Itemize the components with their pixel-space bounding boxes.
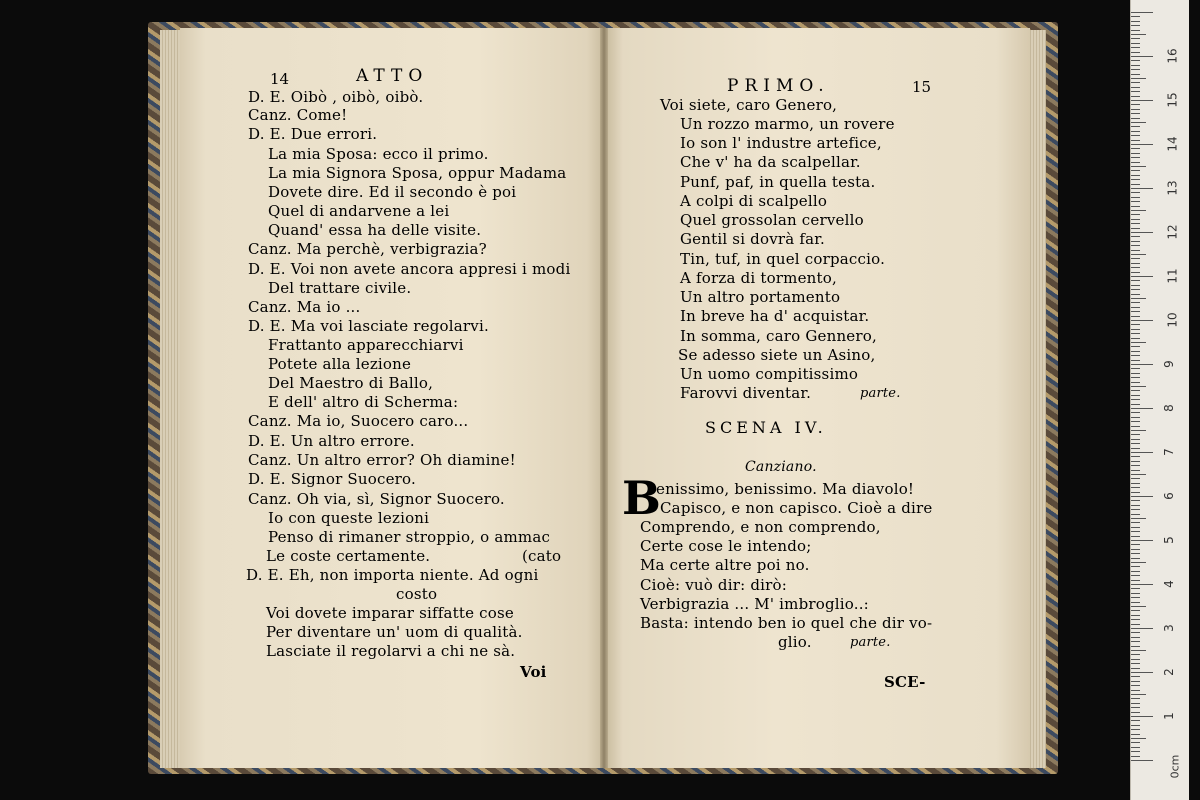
ruler-tick — [1131, 245, 1140, 246]
ruler-tick — [1131, 324, 1140, 325]
ruler-tick — [1131, 668, 1140, 669]
ruler-tick — [1131, 109, 1140, 110]
scene-text-line: Ma certe altre poi no. — [640, 556, 810, 574]
ruler-tick — [1131, 734, 1140, 735]
ruler-tick — [1131, 439, 1140, 440]
ruler-tick — [1131, 672, 1153, 673]
page-edge-left — [160, 30, 182, 768]
ruler-tick — [1131, 289, 1140, 290]
left-text-line: Io con queste lezioni — [268, 509, 430, 527]
ruler-tick — [1131, 170, 1140, 171]
ruler-tick — [1131, 364, 1153, 365]
ruler-tick — [1131, 346, 1140, 347]
scene-text-line: enissimo, benissimo. Ma diavolo! — [656, 480, 915, 498]
ruler-tick — [1131, 461, 1140, 462]
ruler-tick — [1131, 228, 1140, 229]
left-text-line: (cato — [522, 547, 562, 565]
ruler-tick — [1131, 562, 1146, 563]
left-text-line: E dell' altro di Scherma: — [268, 393, 459, 411]
ruler-number: 12 — [1165, 224, 1180, 240]
ruler-tick — [1131, 716, 1153, 717]
ruler-number: 16 — [1165, 48, 1180, 64]
ruler-tick — [1131, 162, 1140, 163]
left-page-number: 14 — [270, 70, 290, 88]
ruler-tick — [1131, 197, 1140, 198]
ruler-number: 2 — [1161, 668, 1176, 676]
ruler-tick — [1131, 355, 1140, 356]
ruler-tick — [1131, 496, 1153, 497]
ruler-tick — [1131, 676, 1140, 677]
ruler-tick — [1131, 505, 1140, 506]
scene-text-line: Basta: intendo ben io quel che dir vo- — [640, 614, 933, 632]
ruler-tick — [1131, 179, 1140, 180]
ruler-tick — [1131, 34, 1146, 35]
ruler-tick — [1131, 82, 1140, 83]
ruler-tick — [1131, 236, 1140, 237]
ruler-tick — [1131, 390, 1140, 391]
scene-text-line: Verbigrazia ... M' imbroglio..: — [640, 595, 869, 613]
ruler-tick — [1131, 69, 1140, 70]
right-text-line: parte. — [860, 386, 901, 401]
left-text-line: Frattanto apparecchiarvi — [268, 336, 464, 354]
ruler-tick — [1131, 166, 1146, 167]
left-text-line: La mia Sposa: ecco il primo. — [268, 145, 489, 163]
left-text-line: Lasciate il regolarvi a chi ne sà. — [266, 642, 516, 660]
ruler-tick — [1131, 232, 1153, 233]
ruler-tick — [1131, 78, 1146, 79]
ruler-number: 13 — [1165, 180, 1180, 196]
ruler-tick — [1131, 760, 1153, 761]
ruler-tick — [1131, 140, 1140, 141]
ruler-number: 11 — [1165, 268, 1180, 284]
ruler-tick — [1131, 540, 1153, 541]
ruler-tick — [1131, 131, 1140, 132]
ruler-tick — [1131, 404, 1140, 405]
ruler-tick — [1131, 192, 1140, 193]
ruler-tick — [1131, 329, 1140, 330]
right-text-line: Se adesso siete un Asino, — [678, 346, 876, 364]
scene-text-line: Certe cose le intendo; — [640, 537, 812, 555]
ruler-tick — [1131, 417, 1140, 418]
ruler-tick — [1131, 157, 1140, 158]
left-text-line: D. E. Due errori. — [248, 125, 378, 143]
ruler-number: 6 — [1161, 492, 1176, 500]
ruler-tick — [1131, 558, 1140, 559]
ruler-tick — [1131, 21, 1140, 22]
ruler-tick — [1131, 386, 1146, 387]
ruler-tick — [1131, 311, 1140, 312]
ruler-tick — [1131, 276, 1153, 277]
ruler-tick — [1131, 65, 1140, 66]
ruler-tick — [1131, 698, 1140, 699]
ruler-tick — [1131, 96, 1140, 97]
ruler-number: 5 — [1161, 536, 1176, 544]
ruler-tick — [1131, 302, 1140, 303]
ruler-tick — [1131, 610, 1140, 611]
right-text-line: Che v' ha da scalpellar. — [680, 153, 861, 171]
right-text-line: A forza di tormento, — [680, 269, 837, 287]
ruler-tick — [1131, 60, 1140, 61]
ruler-tick — [1131, 694, 1146, 695]
book-gutter — [600, 28, 608, 768]
ruler-tick — [1131, 360, 1140, 361]
ruler-number: 3 — [1161, 624, 1176, 632]
ruler-tick — [1131, 690, 1140, 691]
left-text-line: Voi dovete imparar siffatte cose — [266, 604, 514, 622]
ruler-tick — [1131, 382, 1140, 383]
ruler-tick — [1131, 632, 1140, 633]
right-text-line: Quel grossolan cervello — [680, 211, 864, 229]
ruler-tick — [1131, 597, 1140, 598]
right-text-line: Un altro portamento — [680, 288, 841, 306]
ruler-tick — [1131, 294, 1140, 295]
ruler-number: 10 — [1165, 312, 1180, 328]
ruler-tick — [1131, 395, 1140, 396]
ruler-tick — [1131, 426, 1140, 427]
ruler-tick — [1131, 483, 1140, 484]
left-text-line: Canz. Come! — [248, 106, 348, 124]
ruler-tick — [1131, 474, 1146, 475]
scene-text-line: SCE- — [884, 673, 926, 691]
ruler-tick — [1131, 738, 1146, 739]
scene-text-line: Comprendo, e non comprendo, — [640, 518, 881, 536]
ruler-tick — [1131, 16, 1140, 17]
ruler-tick — [1131, 602, 1140, 603]
right-text-line: In somma, caro Gennero, — [680, 327, 877, 345]
ruler-tick — [1131, 566, 1140, 567]
left-text-line: Del trattare civile. — [268, 279, 412, 297]
ruler-tick — [1131, 659, 1140, 660]
ruler-tick — [1131, 465, 1140, 466]
ruler-tick — [1131, 258, 1140, 259]
ruler-tick — [1131, 725, 1140, 726]
ruler-tick — [1131, 25, 1140, 26]
ruler-tick — [1131, 333, 1140, 334]
ruler-tick — [1131, 298, 1146, 299]
ruler-tick — [1131, 175, 1140, 176]
right-text-line: Un uomo compitissimo — [680, 365, 859, 383]
ruler-tick — [1131, 56, 1153, 57]
ruler-tick — [1131, 531, 1140, 532]
ruler-number: 15 — [1165, 92, 1180, 108]
ruler-tick — [1131, 342, 1146, 343]
page-edge-right — [1028, 30, 1046, 768]
ruler-tick — [1131, 206, 1140, 207]
ruler-tick — [1131, 430, 1146, 431]
left-text-line: La mia Signora Sposa, oppur Madama — [268, 164, 567, 182]
right-page-header: PRIMO. — [727, 76, 830, 96]
ruler-tick — [1131, 320, 1153, 321]
ruler-tick — [1131, 712, 1140, 713]
ruler-tick — [1131, 214, 1140, 215]
ruler-tick — [1131, 368, 1140, 369]
left-text-line: costo — [396, 585, 438, 603]
right-text-line: Gentil si dovrà far. — [680, 230, 825, 248]
ruler-tick — [1131, 153, 1140, 154]
ruler-tick — [1131, 509, 1140, 510]
ruler-tick — [1131, 514, 1140, 515]
ruler-tick — [1131, 148, 1140, 149]
ruler-tick — [1131, 584, 1153, 585]
ruler-tick — [1131, 272, 1140, 273]
ruler-tick — [1131, 412, 1140, 413]
ruler-tick — [1131, 254, 1146, 255]
ruler-tick — [1131, 250, 1140, 251]
ruler-tick — [1131, 452, 1153, 453]
right-text-line: In breve ha d' acquistar. — [680, 307, 870, 325]
ruler-tick — [1131, 377, 1140, 378]
ruler-tick — [1131, 135, 1140, 136]
ruler-tick — [1131, 615, 1140, 616]
ruler-unit: 0cm — [1168, 754, 1182, 779]
right-text-line: Io son l' industre artefice, — [680, 134, 882, 152]
left-text-line: Canz. Oh via, sì, Signor Suocero. — [248, 490, 505, 508]
ruler-tick — [1131, 201, 1140, 202]
ruler-tick — [1131, 316, 1140, 317]
left-text-line: D. E. Eh, non importa niente. Ad ogni — [246, 566, 539, 584]
ruler-tick — [1131, 91, 1140, 92]
ruler-tick — [1131, 619, 1140, 620]
ruler-tick — [1131, 47, 1140, 48]
ruler-tick — [1131, 637, 1140, 638]
scene-title: SCENA IV. — [705, 418, 827, 437]
right-page-number: 15 — [912, 78, 932, 96]
ruler-tick — [1131, 223, 1140, 224]
ruler-tick — [1131, 338, 1140, 339]
ruler-tick — [1131, 606, 1146, 607]
ruler-tick — [1131, 518, 1146, 519]
ruler-tick — [1131, 267, 1140, 268]
ruler-tick — [1131, 580, 1140, 581]
ruler-tick — [1131, 122, 1146, 123]
scene-text-line: Cioè: vuò dir: dirò: — [640, 576, 787, 594]
left-page-header: ATTO — [356, 66, 429, 86]
left-text-line: D. E. Signor Suocero. — [248, 470, 416, 488]
left-text-line: Canz. Un altro error? Oh diamine! — [248, 451, 516, 469]
left-text-line: Penso di rimaner stroppio, o ammac — [268, 528, 551, 546]
ruler-tick — [1131, 544, 1140, 545]
speaker-name: Canziano. — [745, 459, 817, 475]
left-text-line: Quel di andarvene a lei — [268, 202, 450, 220]
right-text-line: Tin, tuf, in quel corpaccio. — [680, 250, 886, 268]
ruler-tick — [1131, 650, 1146, 651]
scene-text-line: parte. — [850, 635, 891, 650]
ruler-tick — [1131, 628, 1153, 629]
ruler-tick — [1131, 373, 1140, 374]
ruler-tick — [1131, 144, 1153, 145]
ruler-tick — [1131, 100, 1153, 101]
ruler-tick — [1131, 575, 1140, 576]
left-text-line: Canz. Ma perchè, verbigrazia? — [248, 240, 487, 258]
left-text-line: Dovete dire. Ed il secondo è poi — [268, 183, 517, 201]
left-text-line: D. E. Voi non avete ancora appresi i modi — [248, 260, 571, 278]
ruler-tick — [1131, 87, 1140, 88]
left-text-line: Canz. Ma io, Suocero caro... — [248, 412, 469, 430]
ruler-tick — [1131, 241, 1140, 242]
ruler-tick — [1131, 52, 1140, 53]
ruler-tick — [1131, 522, 1140, 523]
ruler-tick — [1131, 263, 1140, 264]
ruler-tick — [1131, 307, 1140, 308]
ruler-tick — [1131, 663, 1140, 664]
ruler-tick — [1131, 588, 1140, 589]
ruler-tick — [1131, 126, 1140, 127]
left-text-line: Potete alla lezione — [268, 355, 412, 373]
ruler-tick — [1131, 118, 1140, 119]
ruler-tick — [1131, 478, 1140, 479]
ruler-tick — [1131, 646, 1140, 647]
ruler-tick — [1131, 104, 1140, 105]
ruler-tick — [1131, 280, 1140, 281]
ruler-tick — [1131, 43, 1140, 44]
ruler-tick — [1131, 184, 1140, 185]
ruler-tick — [1131, 399, 1140, 400]
ruler-tick — [1131, 421, 1140, 422]
measuring-ruler — [1130, 0, 1189, 800]
ruler-number: 9 — [1161, 360, 1176, 368]
ruler-tick — [1131, 593, 1140, 594]
ruler-tick — [1131, 747, 1140, 748]
ruler-tick — [1131, 756, 1140, 757]
left-text-line: Canz. Ma io ... — [248, 298, 361, 316]
right-text-line: A colpi di scalpello — [680, 192, 828, 210]
left-text-line: D. E. Oibò , oibò, oibò. — [248, 88, 424, 106]
left-text-line: Del Maestro di Ballo, — [268, 374, 434, 392]
ruler-tick — [1131, 470, 1140, 471]
ruler-number: 14 — [1165, 136, 1180, 152]
left-text-line: Voi — [520, 663, 547, 681]
ruler-tick — [1131, 654, 1140, 655]
ruler-tick — [1131, 12, 1153, 13]
ruler-tick — [1131, 742, 1140, 743]
ruler-tick — [1131, 536, 1140, 537]
left-text-line: D. E. Ma voi lasciate regolarvi. — [248, 317, 489, 335]
ruler-tick — [1131, 492, 1140, 493]
left-text-line: Per diventare un' uom di qualità. — [266, 623, 523, 641]
left-text-line: D. E. Un altro errore. — [248, 432, 415, 450]
ruler-tick — [1131, 751, 1140, 752]
ruler-tick — [1131, 38, 1140, 39]
ruler-tick — [1131, 500, 1140, 501]
ruler-tick — [1131, 443, 1140, 444]
ruler-number: 1 — [1161, 712, 1176, 720]
right-text-line: Farovvi diventar. — [680, 384, 812, 402]
ruler-tick — [1131, 285, 1140, 286]
left-text-line: Quand' essa ha delle visite. — [268, 221, 482, 239]
left-text-line: Le coste certamente. — [266, 547, 431, 565]
ruler-tick — [1131, 549, 1140, 550]
ruler-tick — [1131, 720, 1140, 721]
ruler-tick — [1131, 188, 1153, 189]
scene-text-line: glio. — [778, 633, 812, 651]
right-text-line: Punf, paf, in quella testa. — [680, 173, 876, 191]
ruler-tick — [1131, 434, 1140, 435]
ruler-tick — [1131, 707, 1140, 708]
ruler-tick — [1131, 408, 1153, 409]
right-text-line: Voi siete, caro Genero, — [660, 96, 838, 114]
scene-text-line: Capisco, e non capisco. Cioè a dire — [660, 499, 933, 517]
ruler-tick — [1131, 685, 1140, 686]
ruler-number: 4 — [1161, 580, 1176, 588]
ruler-tick — [1131, 624, 1140, 625]
ruler-tick — [1131, 571, 1140, 572]
ruler-tick — [1131, 553, 1140, 554]
ruler-tick — [1131, 487, 1140, 488]
ruler-tick — [1131, 219, 1140, 220]
ruler-tick — [1131, 703, 1140, 704]
ruler-number: 8 — [1161, 404, 1176, 412]
ruler-tick — [1131, 30, 1140, 31]
ruler-tick — [1131, 113, 1140, 114]
ruler-tick — [1131, 729, 1140, 730]
ruler-tick — [1131, 448, 1140, 449]
ruler-tick — [1131, 74, 1140, 75]
drop-cap: B — [622, 471, 661, 525]
ruler-tick — [1131, 210, 1146, 211]
ruler-tick — [1131, 681, 1140, 682]
ruler-tick — [1131, 351, 1140, 352]
ruler-tick — [1131, 456, 1140, 457]
right-text-line: Un rozzo marmo, un rovere — [680, 115, 895, 133]
ruler-number: 7 — [1161, 448, 1176, 456]
ruler-tick — [1131, 641, 1140, 642]
ruler-tick — [1131, 527, 1140, 528]
